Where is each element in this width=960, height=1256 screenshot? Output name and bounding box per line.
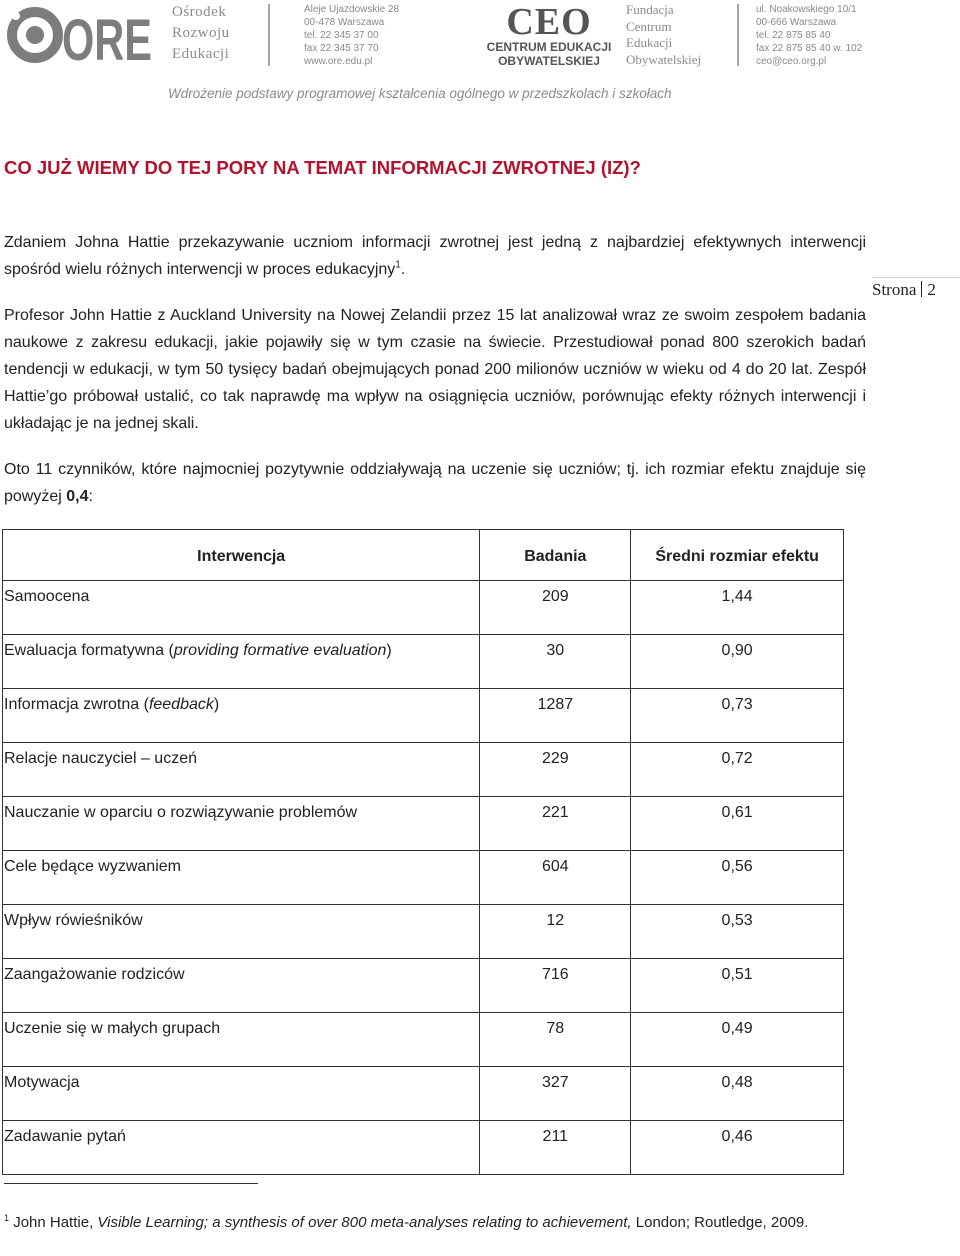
paragraph-factors-text: Oto 11 czynników, które najmocniej pozytywnie oddziaływają na uczenie się uczniów; tj. ich rozmiar efektu znajduje się powyżej xyxy=(4,461,866,505)
intervention-name-english: feedback xyxy=(148,696,214,713)
ore-address-line: Aleje Ujazdowskie 28 xyxy=(304,4,400,15)
studies-count: 209 xyxy=(480,581,631,635)
paragraph-factors xyxy=(4,456,866,510)
intervention-name-part: Informacja zwrotna ( xyxy=(4,696,149,713)
intervention-name: Samoocena xyxy=(3,581,480,635)
page-separator xyxy=(921,281,922,297)
table-row xyxy=(3,905,844,959)
intervention-name-part: ) xyxy=(213,696,220,713)
studies-count: 30 xyxy=(480,635,631,689)
studies-count: 1287 xyxy=(480,689,631,743)
footnote xyxy=(4,1210,844,1236)
table-row xyxy=(3,797,844,851)
ceo-word-1: Fundacja xyxy=(626,2,674,17)
ore-name-block xyxy=(172,2,262,65)
effect-size: 0,61 xyxy=(631,797,844,851)
table-row xyxy=(3,581,844,635)
footnote-ref[interactable]: 1 xyxy=(395,259,401,271)
studies-count: 327 xyxy=(480,1067,631,1121)
effect-size: 0,56 xyxy=(631,851,844,905)
ore-address-line: 00-478 Warszawa xyxy=(304,17,385,28)
table-row xyxy=(3,743,844,797)
ceo-address xyxy=(756,3,862,68)
studies-count: 12 xyxy=(480,905,631,959)
ore-address xyxy=(304,3,399,68)
effect-size: 0,48 xyxy=(631,1067,844,1121)
studies-count: 211 xyxy=(480,1121,631,1175)
intervention-name: Relacje nauczyciel – uczeń xyxy=(3,743,480,797)
ceo-logo-line-1: CENTRUM EDUKACJI xyxy=(486,40,612,54)
ceo-address-line: tel. 22 875 85 40 xyxy=(756,30,831,41)
page-number-value: 2 xyxy=(927,280,936,299)
table-header-row xyxy=(3,530,844,581)
project-tagline: Wdrożenie podstawy programowej kształcenia ogólnego w przedszkolach i szkołach xyxy=(168,86,672,101)
paragraph-intro xyxy=(4,229,866,283)
ceo-logo-line-2: OBYWATELSKIEJ xyxy=(498,54,600,68)
column-header-intervention: Interwencja xyxy=(3,530,480,581)
ore-logo-text: ORE xyxy=(62,8,152,73)
footnote-author: John Hattie, xyxy=(13,1214,98,1231)
table-row xyxy=(3,1121,844,1175)
intervention-name: Motywacja xyxy=(3,1067,480,1121)
header-divider xyxy=(737,4,739,66)
ceo-address-line: ul. Noakowskiego 10/1 xyxy=(756,4,857,15)
ore-address-line: www.ore.edu.pl xyxy=(304,56,373,67)
studies-count: 229 xyxy=(480,743,631,797)
ceo-word-3: Edukacji xyxy=(626,35,673,50)
intervention-name: Wpływ rówieśników xyxy=(3,905,480,959)
footnote-number: 1 xyxy=(4,1213,10,1223)
table-row xyxy=(3,1013,844,1067)
intervention-name: Uczenie się w małych grupach xyxy=(3,1013,480,1067)
intervention-name xyxy=(3,635,480,689)
ore-address-line: tel. 22 345 37 00 xyxy=(304,30,379,41)
effect-size-table xyxy=(2,529,844,1175)
intervention-name-english: providing formative evaluation xyxy=(173,642,387,659)
ore-word-3: Edukacji xyxy=(172,46,230,62)
footnote-publisher: London; Routledge, 2009. xyxy=(631,1214,809,1231)
column-header-effect: Średni rozmiar efektu xyxy=(631,530,844,581)
intervention-name: Zaangażowanie rodziców xyxy=(3,959,480,1013)
intervention-name-part: Ewaluacja formatywna ( xyxy=(4,642,174,659)
studies-count: 716 xyxy=(480,959,631,1013)
ceo-address-line: fax 22 875 85 40 w. 102 xyxy=(756,43,863,54)
threshold-value: 0,4 xyxy=(66,488,89,505)
page-word: Strona xyxy=(872,280,917,299)
ore-address-line: fax 22 345 37 70 xyxy=(304,43,379,54)
letterhead xyxy=(0,0,960,110)
ceo-name-block xyxy=(626,2,701,68)
studies-count: 604 xyxy=(480,851,631,905)
paragraph-intro-end: . xyxy=(400,261,406,278)
paragraph-hattie xyxy=(4,302,866,437)
effect-size: 0,53 xyxy=(631,905,844,959)
ceo-word-4: Obywatelskiej xyxy=(626,51,702,67)
intervention-name: Zadawanie pytań xyxy=(3,1121,480,1175)
studies-count: 78 xyxy=(480,1013,631,1067)
intervention-name xyxy=(3,689,480,743)
table-row xyxy=(3,689,844,743)
ceo-logo-text: CEO xyxy=(506,1,592,43)
effect-size: 0,90 xyxy=(631,635,844,689)
effect-size: 0,46 xyxy=(631,1121,844,1175)
section-heading: CO JUŻ WIEMY DO TEJ PORY NA TEMAT INFORMACJI ZWROTNEJ (IZ)? xyxy=(4,157,641,178)
ceo-logo xyxy=(484,2,614,72)
intervention-name: Nauczanie w oparciu o rozwiązywanie problemów xyxy=(3,797,480,851)
ore-word-1: Ośrodek xyxy=(172,4,227,20)
effect-size: 0,73 xyxy=(631,689,844,743)
table-row xyxy=(3,1067,844,1121)
paragraph-factors-end: : xyxy=(88,488,93,505)
paragraph-intro-text: Zdaniem Johna Hattie przekazywanie uczniom informacji zwrotnej jest jedną z najbardziej efektywnych interwencji spośród wielu różnych interwencji w proces edukacyjny xyxy=(4,234,866,278)
ore-word-2: Rozwoju xyxy=(172,25,230,41)
ore-logo xyxy=(4,2,154,73)
table-row xyxy=(3,635,844,689)
paragraph-hattie-text: Profesor John Hattie z Auckland University na Nowej Zelandii przez 15 lat analizował wraz ze swoim zespołem badania naukowe z zakresu edukacji, jakie pojawiły się w tym czasie na świecie. Przestudiował ponad 800 szerokich badań tendencji w edukacji, w tym 50 tysięcy badań obejmujących ponad 200 milionów uczniów w wieku od 4 do 20 lat. Zespół Hattie’go próbował ustalić, co tak naprawdę ma wpływ na osiągnięcia uczniów, porównując efekty różnych interwencji i układając je na jednej skali. xyxy=(4,307,866,432)
table-row xyxy=(3,959,844,1013)
effect-size: 0,49 xyxy=(631,1013,844,1067)
ceo-address-line: 00-666 Warszawa xyxy=(756,17,837,28)
ceo-address-line: ceo@ceo.org.pl xyxy=(756,56,827,67)
intervention-name-part: ) xyxy=(386,642,392,659)
column-header-studies: Badania xyxy=(480,530,631,581)
page-number xyxy=(872,277,960,300)
ceo-word-2: Centrum xyxy=(626,18,672,34)
effect-size: 1,44 xyxy=(631,581,844,635)
header-divider xyxy=(268,4,270,66)
table-row xyxy=(3,851,844,905)
footnote-title: Visible Learning; a synthesis of over 800 meta-analyses relating to achievement, xyxy=(97,1214,632,1231)
footnote-separator xyxy=(4,1183,258,1184)
effect-size: 0,72 xyxy=(631,743,844,797)
intervention-name: Cele będące wyzwaniem xyxy=(3,851,480,905)
effect-size: 0,51 xyxy=(631,959,844,1013)
studies-count: 221 xyxy=(480,797,631,851)
